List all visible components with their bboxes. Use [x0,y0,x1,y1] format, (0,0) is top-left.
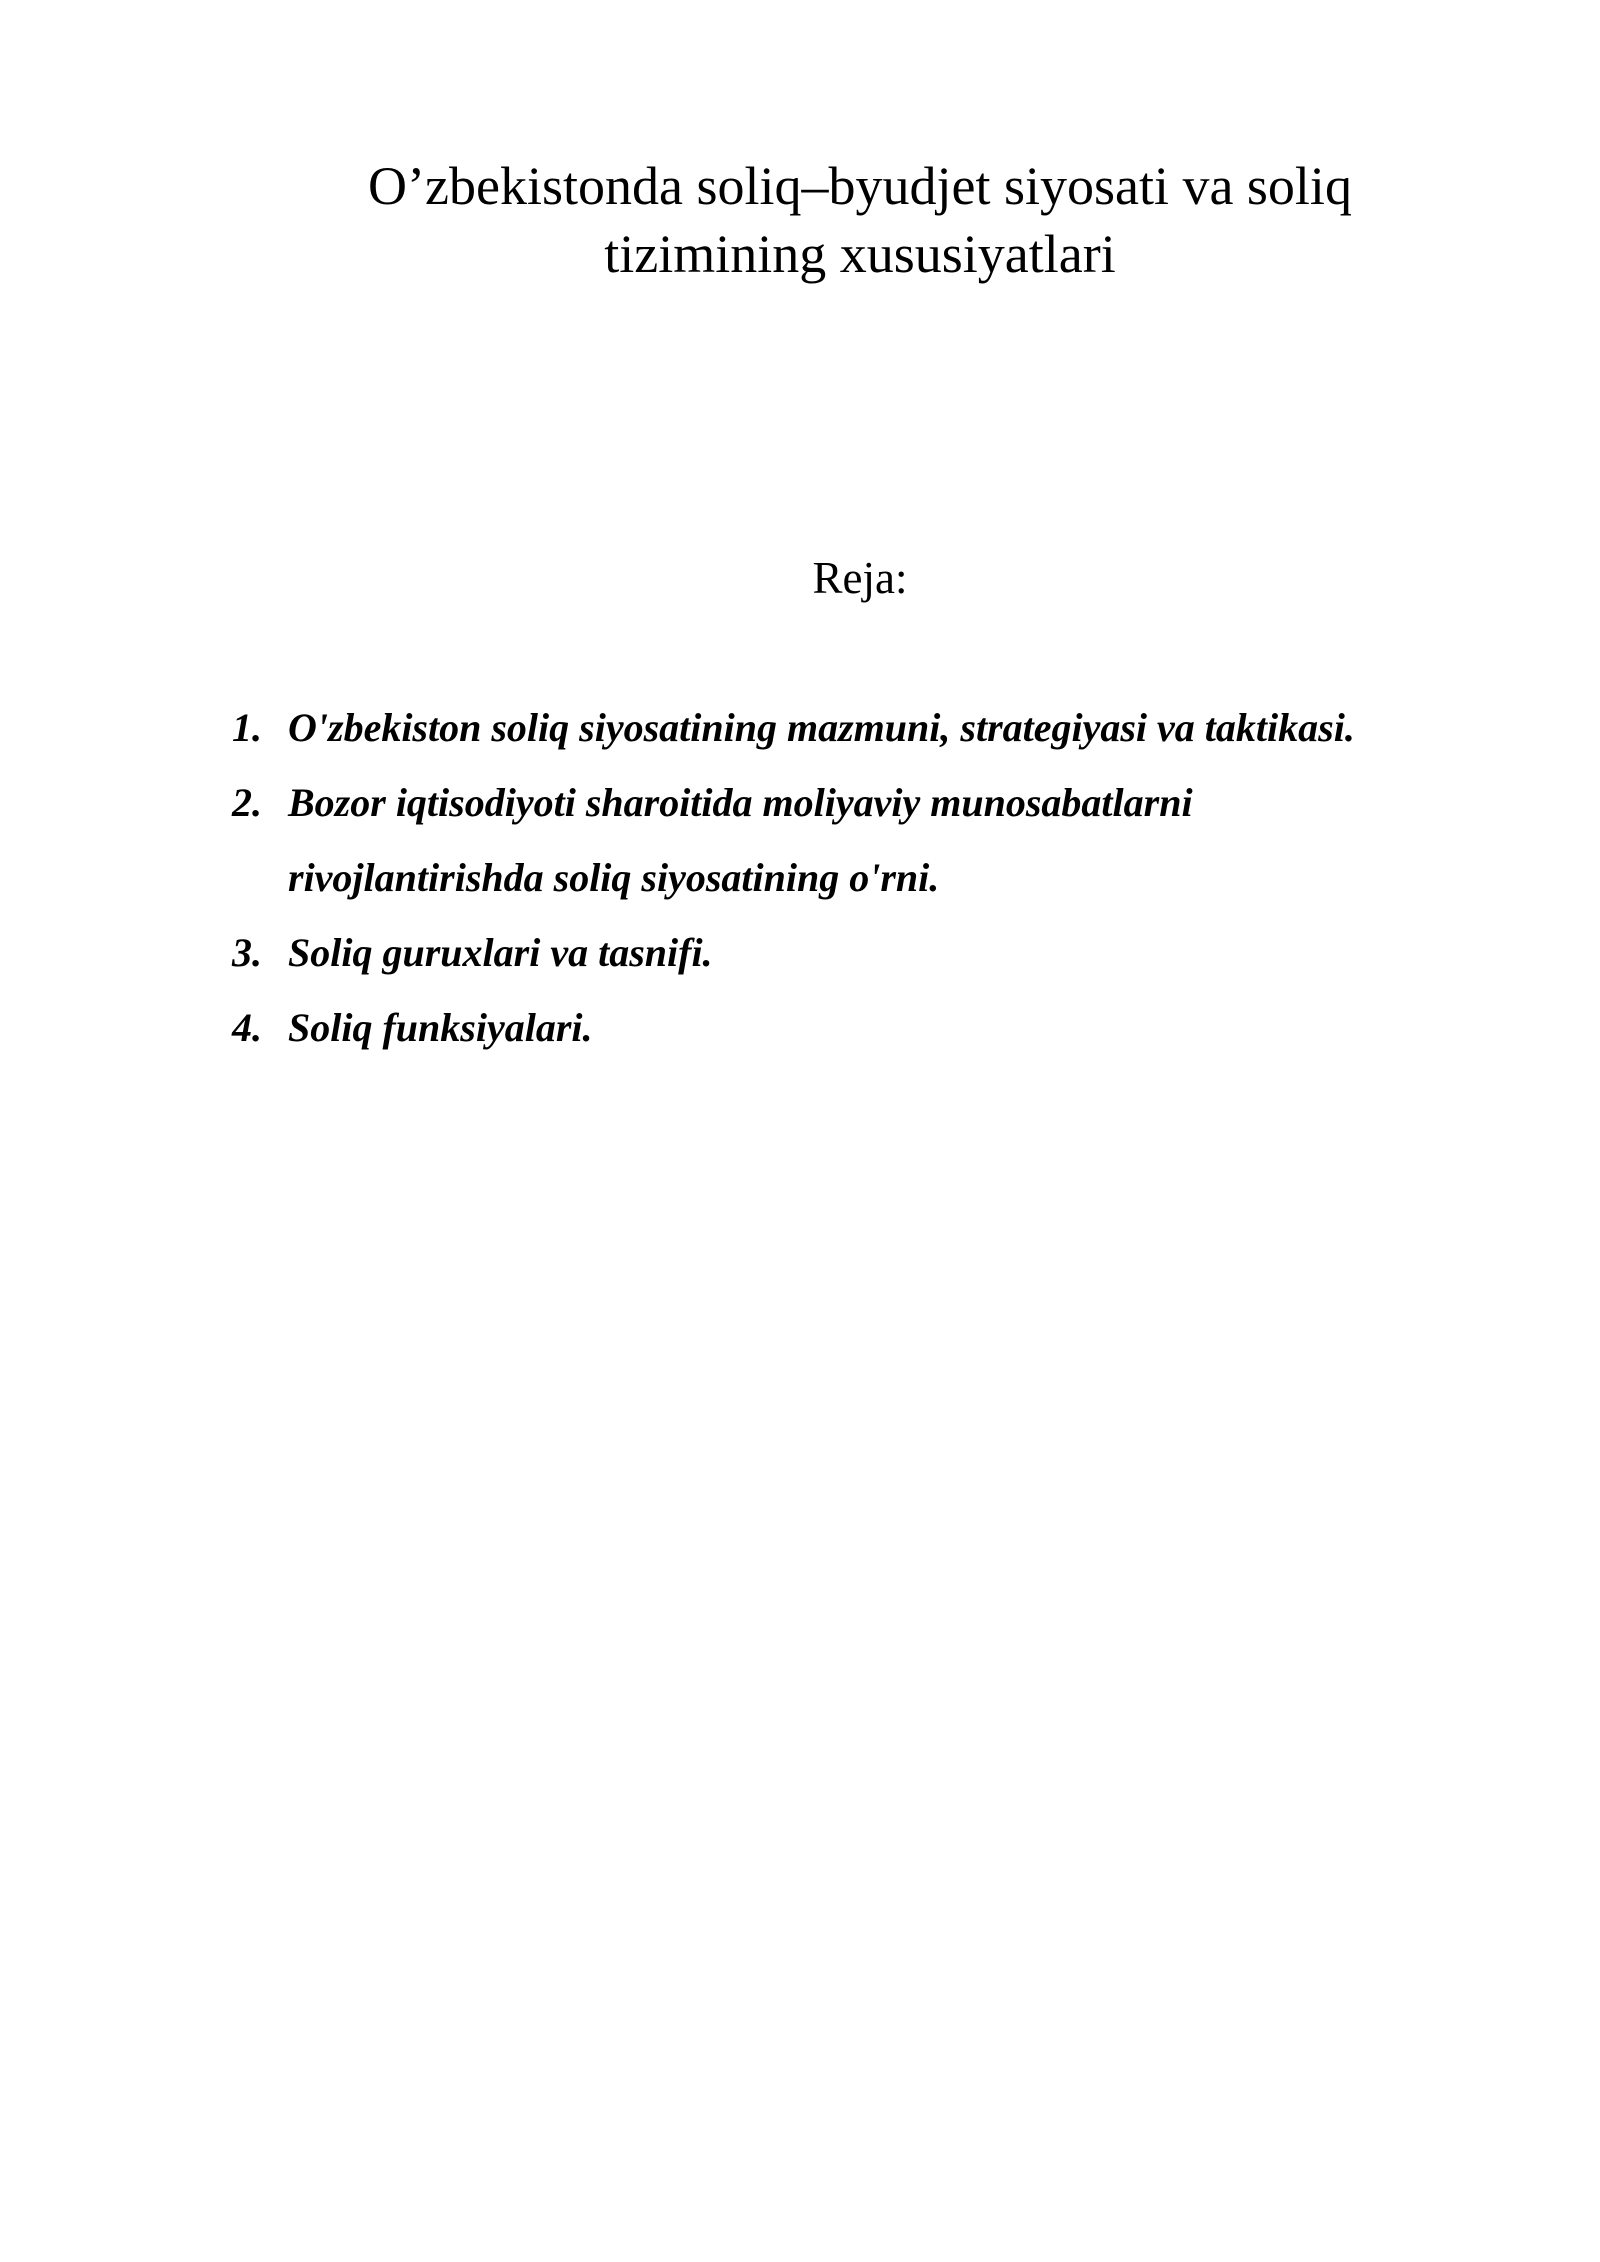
plan-item-number: 2. [232,780,262,825]
plan-item-text: O'zbekiston soliq siyosatining mazmuni, strategiyasi va taktikasi. [288,705,1355,750]
plan-item-number: 1. [232,705,262,750]
plan-item-1 [232,690,1532,765]
plan-item-text: Soliq guruxlari va tasnifi. [288,930,713,975]
plan-item-number: 4. [232,1005,262,1050]
plan-item-text: Soliq funksiyalari. [288,1005,593,1050]
plan-item-4 [232,990,1532,1065]
plan-item-text: Bozor iqtisodiyoti sharoitida moliyaviy munosabatlarni rivojlantirishda soliq siyosatining o'rni. [288,780,1193,900]
plan-item-number: 3. [232,930,262,975]
plan-item-2 [232,765,1348,915]
plan-heading: Reja: [812,553,908,603]
plan-list [232,690,1532,1065]
document-title-line-2: tizimining xususiyatlari [604,224,1116,284]
plan-item-3 [232,915,1532,990]
document-title-line-1: O’zbekistonda soliq–byudjet siyosati va soliq [368,156,1352,216]
document-title [240,152,1480,288]
